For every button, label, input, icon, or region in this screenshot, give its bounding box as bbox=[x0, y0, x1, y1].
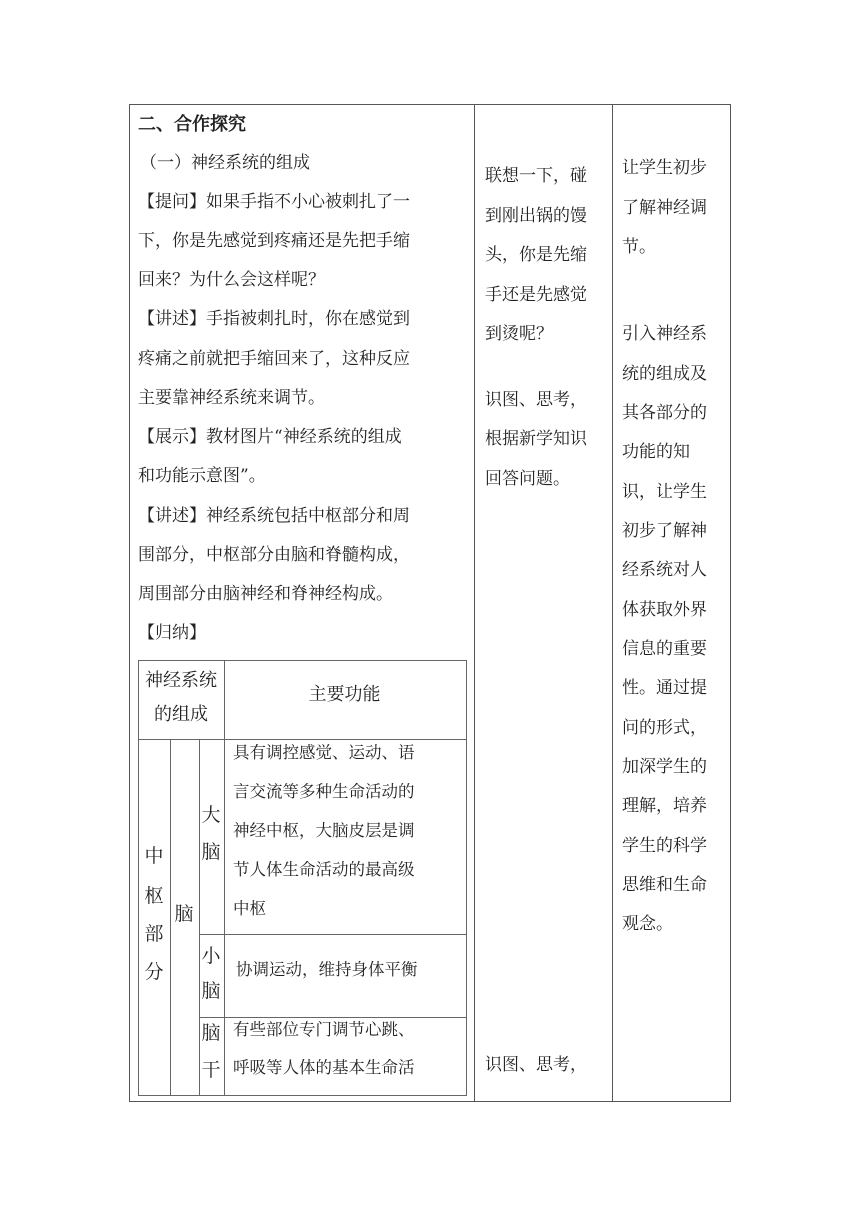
content-line: 【讲述】手指被刺扎时，你在感觉到 bbox=[138, 309, 410, 329]
section-heading: 二、合作探究 bbox=[138, 114, 246, 135]
content-line: 围部分，中枢部分由脑和脊髓构成， bbox=[138, 545, 410, 565]
content-line: 和功能示意图”。 bbox=[138, 466, 266, 486]
brain-label: 脑 bbox=[174, 903, 194, 925]
content-line: 主要靠神经系统来调节。 bbox=[138, 388, 325, 408]
column-divider bbox=[474, 105, 475, 1101]
content-line: 回来？为什么会这样呢？ bbox=[138, 270, 325, 290]
header-function: 主要功能 bbox=[308, 684, 381, 705]
column-divider bbox=[612, 105, 613, 1101]
content-line: 【提问】如果手指不小心被刺扎了一 bbox=[138, 192, 410, 212]
header-composition-line2: 的组成 bbox=[154, 704, 208, 725]
content-line: 【讲述】神经系统包括中枢部分和周 bbox=[138, 506, 410, 526]
subsection-heading: （一）神经系统的组成 bbox=[140, 153, 310, 173]
cerebellum-function: 协调运动，维持身体平衡 bbox=[236, 960, 418, 979]
content-line: 周围部分由脑神经和脊神经构成。 bbox=[138, 584, 393, 604]
header-composition-line1: 神经系统 bbox=[145, 670, 217, 691]
content-line: 下，你是先感觉到疼痛还是先把手缩 bbox=[138, 231, 410, 251]
content-line: 【归纳】 bbox=[138, 623, 206, 643]
content-line: 【展示】教材图片“神经系统的组成 bbox=[138, 427, 402, 447]
content-line: 疼痛之前就把手缩回来了，这种反应 bbox=[138, 349, 410, 369]
